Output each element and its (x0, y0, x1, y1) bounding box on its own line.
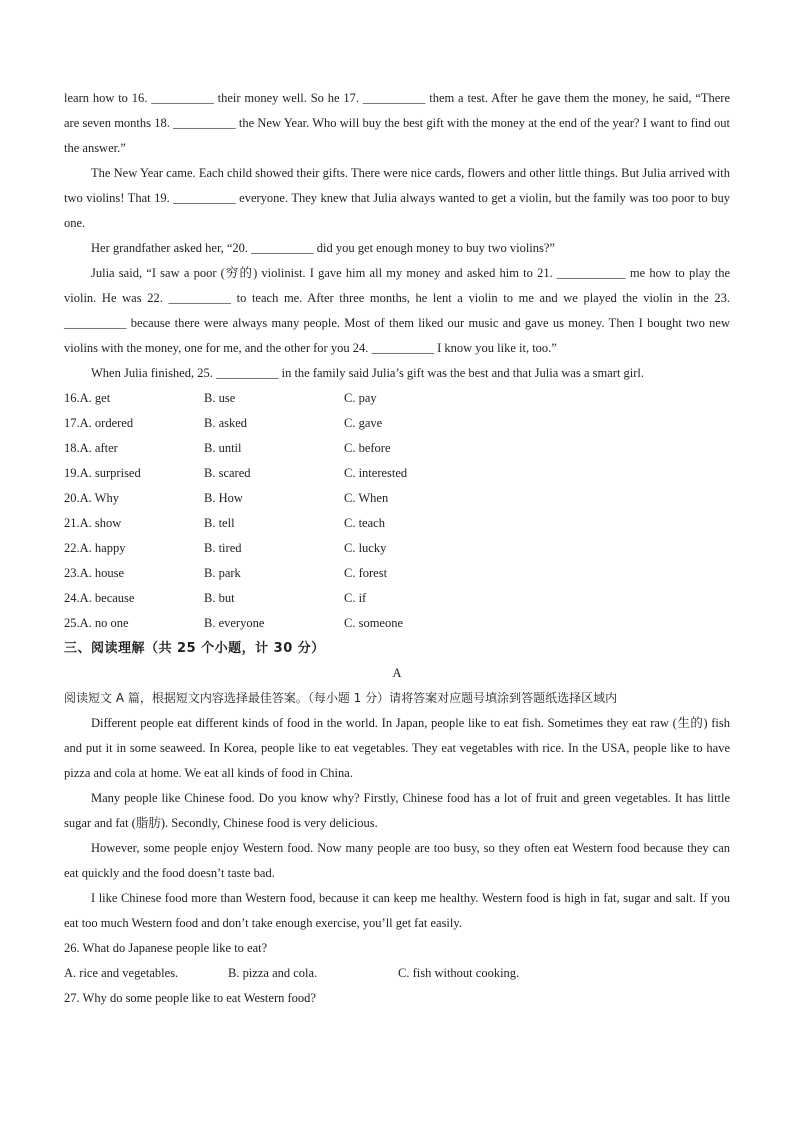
option-b: B. use (204, 391, 236, 405)
option-a: 25.A. no one (64, 616, 129, 630)
option-a: A. rice and vegetables. (64, 966, 179, 980)
option-row-18 (64, 436, 730, 461)
option-c: C. pay (344, 391, 377, 405)
option-b: B. but (204, 591, 235, 605)
option-a: 23.A. house (64, 566, 125, 580)
option-b: B. How (204, 491, 243, 505)
reading-paragraph-3: However, some people enjoy Western food. Now many people are too busy, so they often eat Western food because they can eat quickly and the food doesn’t taste bad. (64, 841, 730, 880)
option-a: 20.A. Why (64, 491, 119, 505)
option-row-24 (64, 586, 730, 611)
option-row-20 (64, 486, 730, 511)
option-b: B. tell (204, 516, 235, 530)
passage-paragraph-3: Her grandfather asked her, “20. __________ did you get enough money to buy two violins?” (91, 241, 555, 255)
cloze-options (64, 386, 730, 636)
reading-paragraph-1: Different people eat different kinds of food in the world. In Japan, people like to eat fish. Sometimes they eat raw (生的) fish and put it in some seaweed. In Korea, people like to eat vegetables. They eat vegetables with rice. In the USA, people like to have pizza and cola at home. We eat all kinds of food in China. (64, 716, 730, 780)
reading-paragraph-4: I like Chinese food more than Western food, because it can keep me healthy. Western food is high in fat, sugar and salt. If you eat too much Western food and don’t take enough exercise, you’ll get fat easily. (64, 891, 730, 930)
option-c: C. if (344, 591, 367, 605)
option-a: 22.A. happy (64, 541, 126, 555)
option-b: B. everyone (204, 616, 265, 630)
option-b: B. tired (204, 541, 242, 555)
option-c: C. teach (344, 516, 385, 530)
option-c: C. fish without cooking. (398, 966, 520, 980)
option-a: 19.A. surprised (64, 466, 141, 480)
option-c: C. someone (344, 616, 404, 630)
question-26-options (64, 961, 730, 986)
section-title: 三、阅读理解（共 25 个小题，计 30 分） (64, 641, 325, 656)
passage-paragraph-2: The New Year came. Each child showed their gifts. There were nice cards, flowers and other little things. But Julia arrived with two violins! That 19. __________ everyone. They knew that Julia always wanted to get a violin, but the family was too poor to buy one. (64, 166, 730, 230)
option-row-17 (64, 411, 730, 436)
option-a: 24.A. because (64, 591, 135, 605)
option-b: B. scared (204, 466, 251, 480)
option-row-25 (64, 611, 730, 636)
document-page (64, 86, 730, 1011)
reading-paragraph-2: Many people like Chinese food. Do you know why? Firstly, Chinese food has a lot of fruit and green vegetables. It has little sugar and fat (脂肪). Secondly, Chinese food is very delicious. (64, 791, 730, 830)
option-b: B. asked (204, 416, 248, 430)
option-c: C. When (344, 491, 389, 505)
option-c: C. interested (344, 466, 408, 480)
instructions: 阅读短文 A 篇，根据短文内容选择最佳答案。（每小题 1 分）请将答案对应题号填涂到答题纸选择区域内 (64, 691, 618, 705)
option-c: C. before (344, 441, 391, 455)
question-26: 26. What do Japanese people like to eat? (64, 941, 268, 955)
option-a: 18.A. after (64, 441, 118, 455)
passage-paragraph-5: When Julia finished, 25. __________ in the family said Julia’s gift was the best and that Julia was a smart girl. (91, 366, 645, 380)
option-a: 21.A. show (64, 516, 122, 530)
option-row-19 (64, 461, 730, 486)
part-label: A (392, 666, 402, 680)
option-b: B. park (204, 566, 241, 580)
option-row-21 (64, 511, 730, 536)
passage-paragraph-1: learn how to 16. __________ their money well. So he 17. __________ them a test. After he gave them the money, he said, “There are seven months 18. __________ the New Year. Who will buy the best gift with the money at the end of the year? I want to find out the answer.” (64, 91, 730, 155)
option-c: C. forest (344, 566, 388, 580)
passage-paragraph-4: Julia said, “I saw a poor (穷的) violinist. I gave him all my money and asked him to 21. ___________ me how to play the violin. He was 22. __________ to teach me. After three months, he lent a violin to me and we played the violin in the 23. __________ because there were always many people. Most of them liked our music and gave us money. Then I bought two new violins with the money, one for me, and the other for you 24. __________ I know you like it, too.” (64, 266, 730, 355)
option-row-22 (64, 536, 730, 561)
option-row-23 (64, 561, 730, 586)
option-b: B. until (204, 441, 242, 455)
option-b: B. pizza and cola. (228, 966, 318, 980)
option-c: C. gave (344, 416, 383, 430)
question-27: 27. Why do some people like to eat Western food? (64, 991, 316, 1005)
option-c: C. lucky (344, 541, 387, 555)
option-a: 16.A. get (64, 391, 111, 405)
option-row-16 (64, 386, 730, 411)
option-a: 17.A. ordered (64, 416, 134, 430)
